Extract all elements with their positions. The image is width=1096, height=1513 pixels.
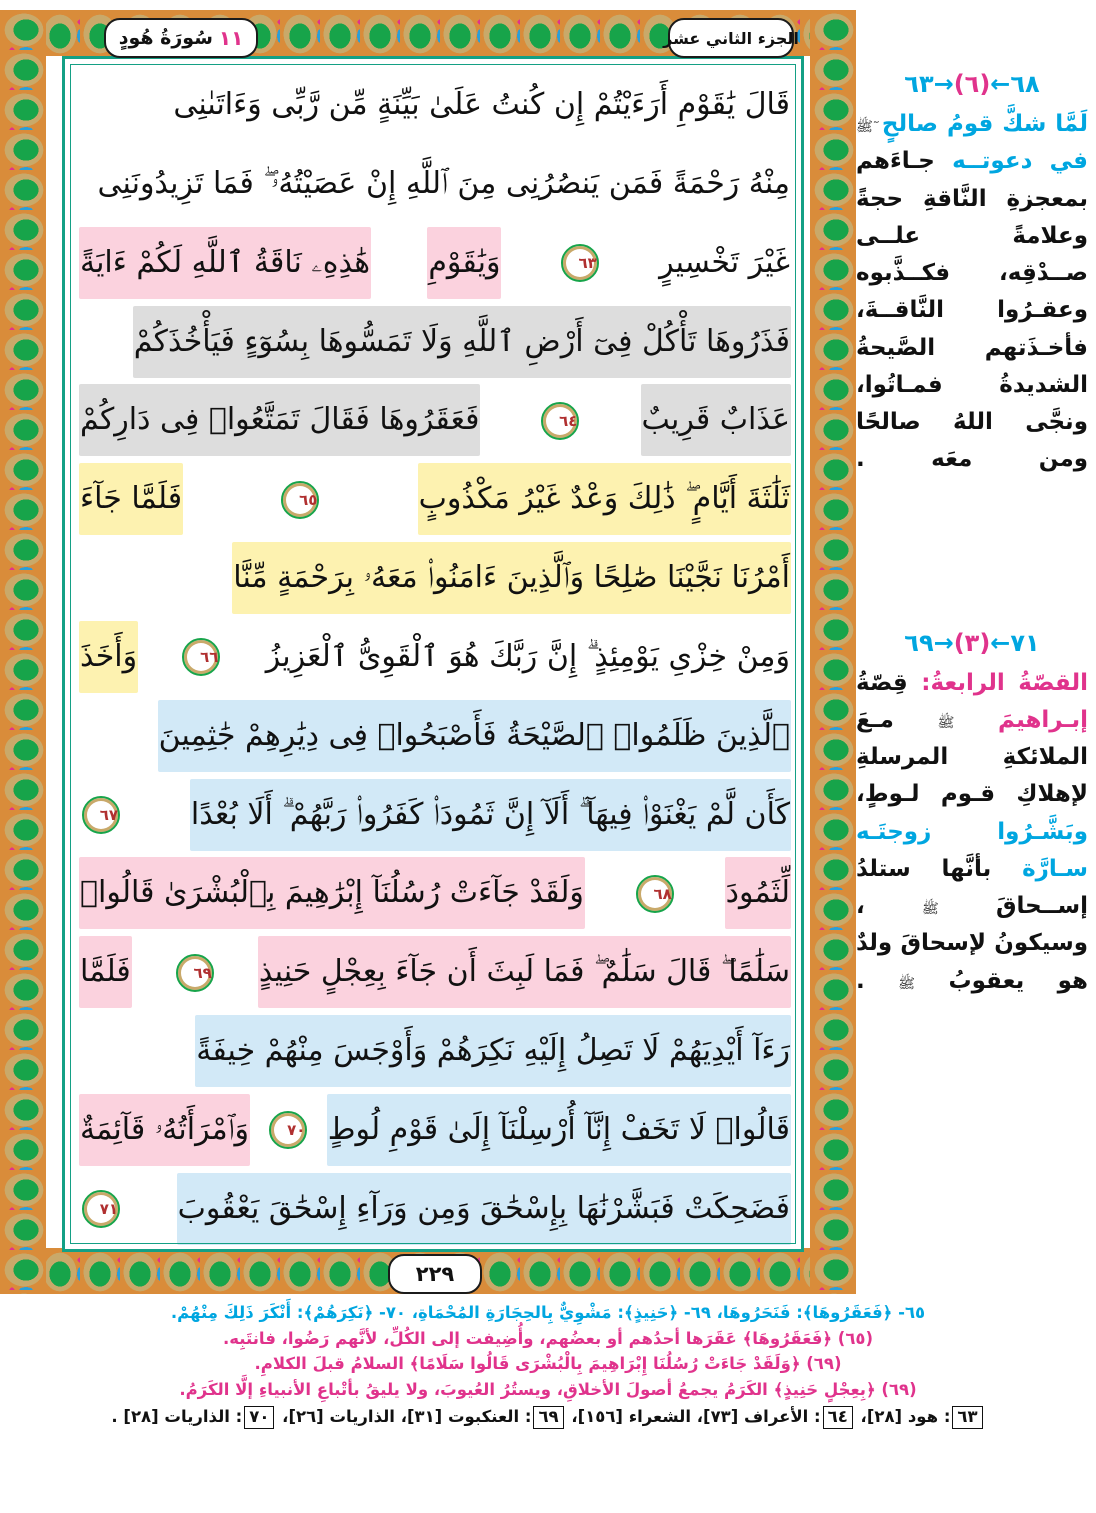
quran-text-segment: فَلَمَّا جَآءَ	[79, 463, 183, 535]
range-count-1: (٦)	[953, 70, 991, 98]
quran-text-segment: عَذَابٌ قَرِيبٌ	[641, 384, 791, 456]
quran-line	[79, 779, 791, 847]
reference-verse-box[interactable]: ٧٠	[244, 1406, 274, 1429]
quran-text-segment: غَيْرَ تَخْسِيرٍ	[659, 244, 790, 280]
quran-line	[79, 1094, 791, 1162]
quran-text-segment: وَأَخَذَ	[79, 621, 138, 693]
quran-line	[79, 542, 791, 610]
range-end-2: ٧١	[1010, 628, 1040, 657]
ayah-number-marker[interactable]: ٦٨	[636, 875, 674, 913]
quran-text-segment: وَٱمْرَأَتُهُۥ قَآئِمَةٌ	[79, 1094, 250, 1166]
quran-text-segment: لِّثَمُودَ	[725, 857, 791, 929]
reference-targets: : هود [٢٨]،	[854, 1407, 951, 1427]
commentary-end-period: .	[856, 967, 865, 994]
quran-line	[79, 936, 791, 1004]
quran-text-segment: وَمِنْ خِزْىِ يَوْمِئِذٍ ۗ إِنَّ رَبَّكَ هُوَ ٱلْقَوِىُّ ٱلْعَزِيزُ	[265, 638, 790, 674]
page-number-cartouche	[388, 1254, 482, 1294]
quran-line	[79, 463, 791, 531]
verse-range-1: ٦٨←(٦)→٦٣	[904, 70, 1040, 98]
quran-text-segment: قَالَ يَٰقَوْمِ أَرَءَيْتُمْ إِن كُنتُ عَلَىٰ بَيِّنَةٍ مِّن رَّبِّى وَءَاتَىٰنِى	[173, 87, 790, 122]
quran-line	[79, 1173, 791, 1241]
verse-range-2: ٧١←(٣)→٦٩	[904, 628, 1040, 657]
quran-line	[79, 148, 791, 216]
ayah-number-marker[interactable]: ٧١	[82, 1190, 120, 1228]
ayah-number-marker[interactable]: ٦٦	[182, 638, 220, 676]
quran-line	[79, 227, 791, 295]
quran-text-segment: فَعَقَرُوهَا فَقَالَ تَمَتَّعُوا۟ فِى دَارِكُمْ	[79, 384, 480, 456]
surah-name: سُورَةُ هُودٍ	[118, 27, 213, 49]
quran-text-segment: ثَلَٰثَةَ أَيَّامٍ ۖ ذَٰلِكَ وَعْدٌ غَيْرُ مَكْذُوبٍ	[418, 463, 791, 535]
ayah-number-marker[interactable]: ٦٥	[281, 481, 319, 519]
quran-line	[79, 384, 791, 452]
quran-text-segment: مِنْهُ رَحْمَةً فَمَن يَنصُرُنِى مِنَ ٱللَّهِ إِنْ عَصَيْتُهُۥ ۖ فَمَا تَزِيدُونَنِى	[97, 165, 790, 201]
quran-text-segment: فَذَرُوهَا تَأْكُلْ فِىٓ أَرْضِ ٱللَّهِ وَلَا تَمَسُّوهَا بِسُوٓءٍ فَيَأْخُذَكُمْ	[133, 306, 791, 378]
surah-number: ١١	[218, 26, 244, 50]
peace-be-upon-him-icon-4: ﷺ	[898, 975, 916, 992]
quran-text-segment: وَيَٰقَوْمِ	[427, 227, 501, 299]
peace-be-upon-him-icon-3: ﷺ	[921, 901, 939, 917]
reference-targets: : الأعراف [٧٣]، الشعراء [١٥٦]،	[565, 1407, 821, 1427]
reference-targets: : الذاريات [٢٨] .	[111, 1407, 243, 1427]
ayah-number-marker[interactable]: ٦٤	[541, 402, 579, 440]
quran-line	[79, 1015, 791, 1083]
ornamental-border-left	[0, 10, 46, 1294]
footnote-list	[18, 1300, 1078, 1402]
reference-verse-box[interactable]: ٦٩	[533, 1406, 563, 1429]
quran-text-segment: قَالُوا۟ لَا تَخَفْ إِنَّآ أُرْسِلْنَآ إِلَىٰ قَوْمِ لُوطٍ	[327, 1094, 791, 1166]
quran-line	[79, 857, 791, 925]
commentary-body-2c: ، وسيكونُ لإسحاقَ ولدٌ هو يعقوبُ	[856, 893, 1088, 994]
quran-text-segment: كَأَن لَّمْ يَغْنَوْا۟ فِيهَآ ۗ أَلَآ إِنَّ ثَمُودَا۟ كَفَرُوا۟ رَبَّهُمْ ۗ أَلَا بُعْدًا	[190, 779, 791, 851]
commentary-text-1	[856, 106, 1088, 479]
reference-verse-box[interactable]: ٦٣	[952, 1406, 982, 1429]
commentary-block-2	[856, 629, 1088, 1000]
ayah-number-marker[interactable]: ٧٠	[269, 1111, 307, 1149]
range-end-1: ٦٨	[1010, 70, 1040, 98]
range-start-2: ٦٩	[904, 628, 934, 657]
quran-line	[79, 621, 791, 689]
range-count-2: (٣)	[953, 628, 991, 657]
commentary-body-2b: بأنَّها ستلدُ إســحاقَ	[856, 855, 1088, 919]
story-title-rest-2: قِصّةُ	[856, 669, 908, 696]
quran-text-segment: فَضَحِكَتْ فَبَشَّرْنَٰهَا بِإِسْحَٰقَ وَمِن وَرَآءِ إِسْحَٰقَ يَعْقُوبَ	[177, 1173, 791, 1245]
quran-text-segment: أَمْرُنَا نَجَّيْنَا صَٰلِحًا وَٱلَّذِينَ ءَامَنُوا۟ مَعَهُۥ بِرَحْمَةٍ مِّنَّا	[232, 542, 791, 614]
page-number: ٢٢٩	[415, 1262, 455, 1286]
quran-verse-lines	[79, 69, 791, 1241]
story-title-2: القصّةُ الرابعةُ:	[921, 669, 1088, 696]
footnotes-section	[18, 1300, 1078, 1429]
commentary-body-2-cyan: وبَشَّـرُوا زوجتَـه سـارَّة	[856, 818, 1088, 882]
quran-text-segment: فَلَمَّا	[79, 936, 132, 1008]
range-start-1: ٦٣	[904, 70, 934, 98]
commentary-body-2a: مـعَ الملائكةِ المرسلةِ لإهلاكِ قـوم لـوطٍ،	[856, 706, 1088, 808]
quran-line	[79, 69, 791, 137]
ayah-number-marker[interactable]: ٦٣	[561, 244, 599, 282]
peace-be-upon-him-icon-2: ﷺ	[937, 714, 955, 731]
commentary-lead-1a: لَمَّا شكَّ قومُ صالحٍ	[881, 111, 1088, 137]
commentary-text-2	[856, 665, 1088, 1000]
juz-cartouche	[663, 18, 799, 58]
footnote-line: (٦٩) ﴿وَلَقَدْ جَاءَتْ رُسُلُنَا إِبْرَاهِيمَ بِالْبُشْرَى قَالُوا سَلَامًا﴾ السلامُ قبلَ الكلامِ.	[254, 1354, 842, 1374]
prophet-name-2: إبـراهيمَ	[998, 706, 1088, 733]
juz-label: الجزء الثاني عشر	[663, 28, 799, 48]
footnote-line: (٦٥) ﴿فَعَقَرُوهَا﴾ عَقَرَها أحدُهم أو بعضُهم، وأُضِيفت إلى الكُلِّ، لأنَّهم رَضُوا، فانتَبِه.	[222, 1328, 874, 1348]
quran-line	[79, 306, 791, 374]
commentary-lead-1b: في دعوتــه	[952, 148, 1088, 175]
ayah-number-marker[interactable]: ٦٩	[176, 954, 214, 992]
commentary-sidebar	[856, 66, 1088, 1266]
footnote-line: ٦٥- ﴿فَعَقَرُوهَا﴾: فَنَحَرُوهَا، ٦٩- ﴿حَنِيذٍ﴾: مَشْوِيٌّ بِالحِجَارَةِ المُحْمَاةِ، ٧٠- ﴿نَكِرَهُمْ﴾: أَنْكَرَ ذَلِكَ مِنْهُمْ.	[170, 1303, 926, 1322]
surah-title-cartouche	[104, 18, 258, 58]
reference-targets: : العنكبوت [٣١]، الذاريات [٢٦]،	[276, 1407, 532, 1427]
quran-text-segment: سَلَٰمًا ۖ قَالَ سَلَٰمٌ ۖ فَمَا لَبِثَ أَن جَآءَ بِعِجْلٍ حَنِيذٍ	[258, 936, 791, 1008]
commentary-block-1	[856, 70, 1088, 479]
quran-text-segment: وَلَقَدْ جَآءَتْ رُسُلُنَآ إِبْرَٰهِيمَ بِٱلْبُشْرَىٰ قَالُوا۟	[79, 857, 585, 929]
quran-text-frame	[62, 56, 804, 1252]
quran-text-segment: هَٰذِهِۦ نَاقَةُ ٱللَّهِ لَكُمْ ءَايَةً	[79, 227, 371, 299]
quran-line	[79, 700, 791, 768]
ayah-number-marker[interactable]: ٦٧	[82, 796, 120, 834]
quran-text-segment: رَءَآ أَيْدِيَهُمْ لَا تَصِلُ إِلَيْهِ نَكِرَهُمْ وَأَوْجَسَ مِنْهُمْ خِيفَةً	[195, 1015, 791, 1087]
footnote-line: (٦٩) ﴿بِعِجْلٍ حَنِيذٍ﴾ الكَرَمُ يجمعُ أصولَ الأخلاقِ، ويستُرُ العُيوبَ، ولا يليقُ بأتْباعِ الأنبياءِ إلَّا الكَرَمُ.	[179, 1379, 917, 1399]
commentary-body-1: جـاءَهم بمعجزةِ النَّاقةِ حجةً وعلامةً علــى صــدْقِه، فكــذَّبوه وعقـرُوا النَّاقــةَ، فأخـذَتهم الصَّيحةُ الشديدةُ فمـاتُوا، ونجَّى اللهُ صالحًا ومن معَه .	[856, 148, 1088, 473]
reference-verse-box[interactable]: ٦٤	[823, 1406, 853, 1429]
peace-be-upon-him-icon: ٓﷺ	[856, 119, 873, 135]
ornamental-border-right	[810, 10, 856, 1294]
cross-reference-line	[18, 1406, 1078, 1429]
quran-text-segment: ٱلَّذِينَ ظَلَمُوا۟ ٱلصَّيْحَةُ فَأَصْبَحُوا۟ فِى دِيَٰرِهِمْ جَٰثِمِينَ	[158, 700, 791, 772]
